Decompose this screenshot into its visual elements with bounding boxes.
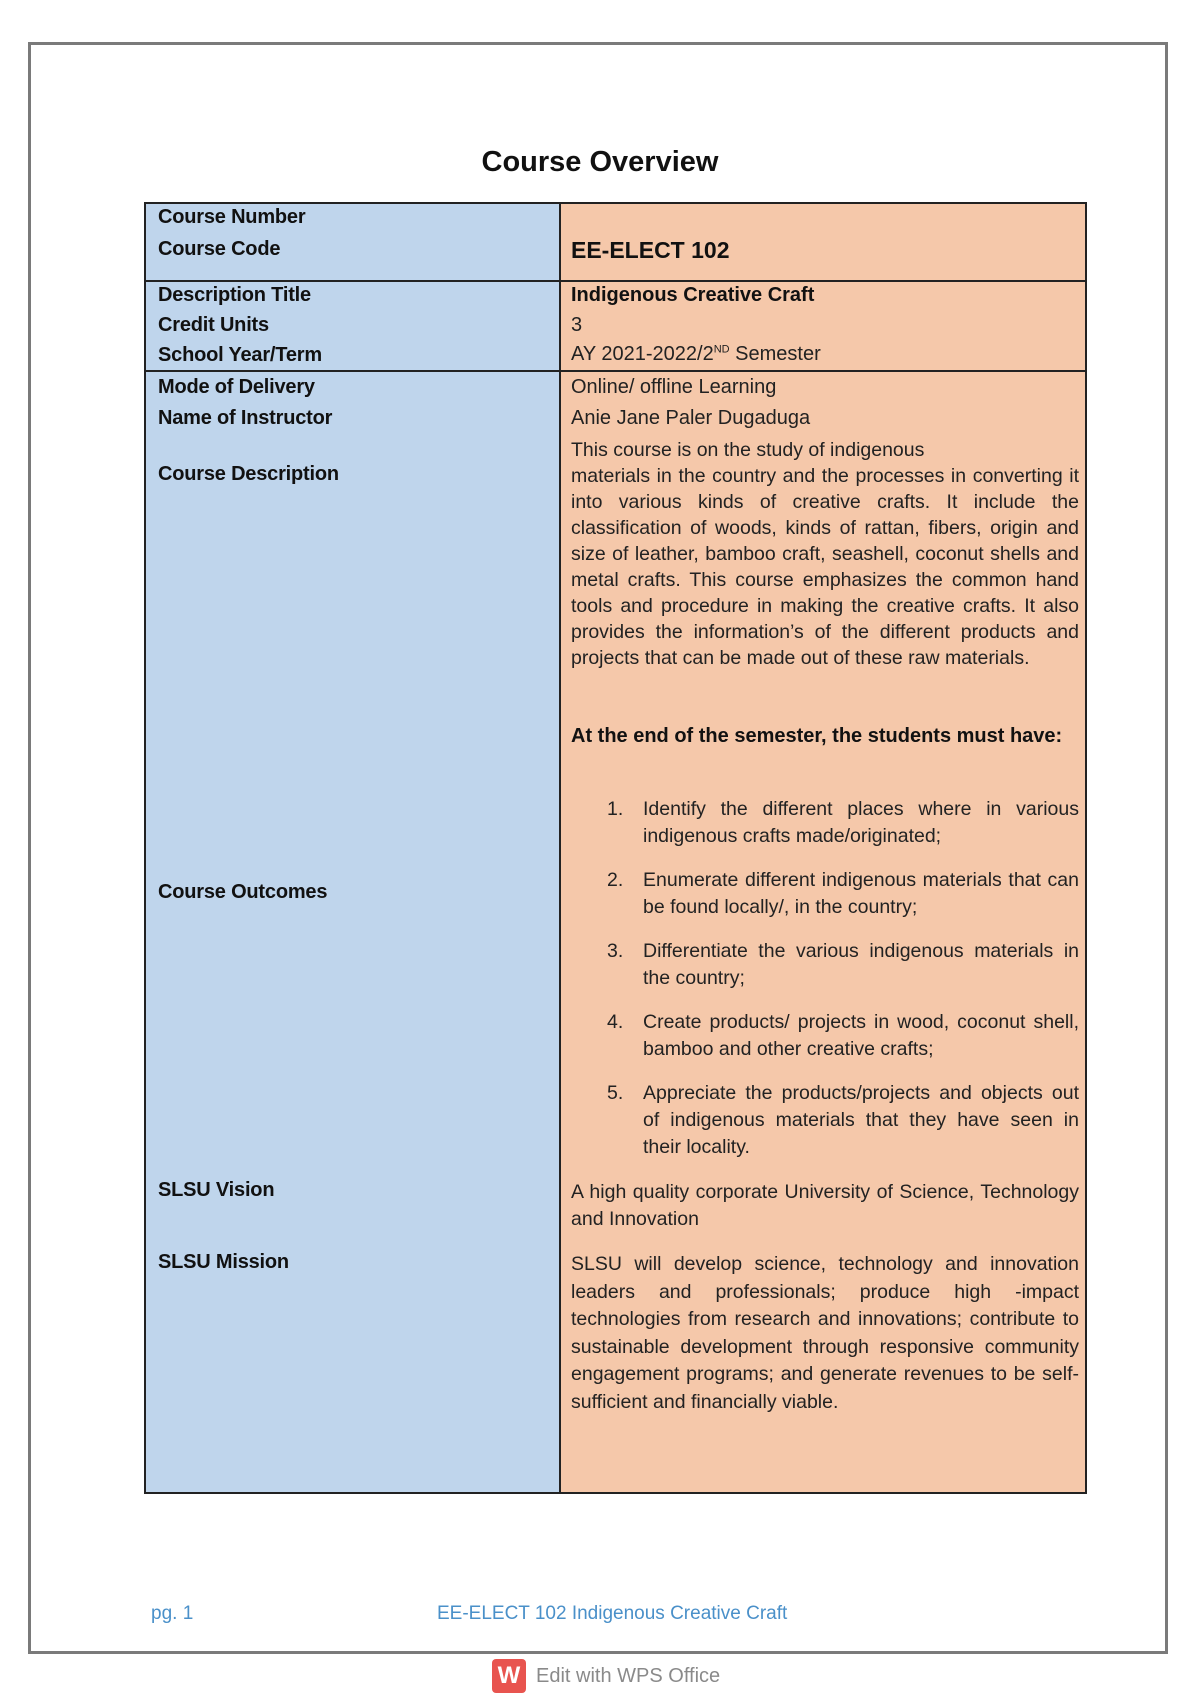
course-description-first-line: This course is on the study of indigenous [571,439,925,461]
mode-of-delivery-value: Online/ offline Learning [571,376,777,398]
slsu-mission-label: SLSU Mission [158,1251,289,1273]
course-code-label: Course Code [158,238,281,260]
slsu-vision-label: SLSU Vision [158,1179,275,1201]
slsu-mission-value: SLSU will develop science, technology and innovation leaders and professionals; produce high -impact technologies from research and innovations; contribute to sustainable development through responsive community engagement programs; and generate revenues to be self-sufficient and financially viable. [571,1253,1079,1413]
outcome-item [571,796,1079,850]
course-number-label: Course Number [158,206,306,228]
instructor-value: Anie Jane Paler Dugaduga [571,407,811,429]
outcome-number: 1. [607,798,624,820]
outcome-item [571,867,1079,921]
outcomes-intro: At the end of the semester, the students must have: [571,725,1063,747]
instructor-label: Name of Instructor [158,407,333,429]
outcome-text: Differentiate the various indigenous materials in the country; [643,940,1079,989]
description-title-value: Indigenous Creative Craft [571,284,815,306]
course-overview-table [144,202,1087,1494]
course-description-value: materials in the country and the processes in converting it into various kinds of creative crafts. It include the classification of woods, kinds of rattan, fibers, origin and size of leather, bamboo craft, seashell, coconut shells and metal crafts. This course emphasizes the common hand tools and procedure in making the creative crafts. It also provides the information’s of the different products and projects that can be made out of these raw materials. [571,465,1079,669]
footer-course-title: EE-ELECT 102 Indigenous Creative Craft [437,1603,788,1624]
wps-logo-icon: W [492,1659,526,1693]
page-title: Course Overview [481,146,719,178]
wps-edit-banner[interactable] [492,1658,720,1694]
footer-page-number: pg. 1 [151,1603,194,1624]
school-year-value [571,343,1076,366]
course-description-label: Course Description [158,463,339,485]
course-outcomes-label: Course Outcomes [158,881,328,903]
slsu-vision-value: A high quality corporate University of Science, Technology and Innovation [571,1181,1079,1230]
outcome-item [571,938,1079,992]
outcome-number: 3. [607,940,624,962]
school-year-sup: ND [713,343,730,356]
outcome-text: Enumerate different indigenous materials that can be found locally/, in the country; [643,869,1079,918]
outcome-number: 2. [607,869,624,891]
outcome-text: Appreciate the products/projects and objects out of indigenous materials that they have seen in their locality. [643,1082,1079,1158]
outcome-text: Identify the different places where in various indigenous crafts made/originated; [643,798,1079,847]
outcome-number: 4. [607,1011,624,1033]
course-outcomes-list [571,796,1079,1178]
outcome-text: Create products/ projects in wood, coconut shell, bamboo and other creative crafts; [643,1011,1079,1060]
wps-edit-label[interactable]: Edit with WPS Office [536,1664,721,1687]
school-year-prefix: AY 2021-2022/2 [571,343,714,365]
school-year-suffix: Semester [729,343,821,365]
outcome-item [571,1080,1079,1161]
row-divider [146,370,1085,372]
course-code-value: EE-ELECT 102 [571,237,730,263]
outcome-item [571,1009,1079,1063]
credit-units-label: Credit Units [158,314,269,336]
description-title-label: Description Title [158,284,311,306]
mode-of-delivery-label: Mode of Delivery [158,376,315,398]
school-year-label: School Year/Term [158,344,322,366]
credit-units-value: 3 [571,314,583,336]
outcome-number: 5. [607,1082,624,1104]
row-divider [146,280,1085,282]
